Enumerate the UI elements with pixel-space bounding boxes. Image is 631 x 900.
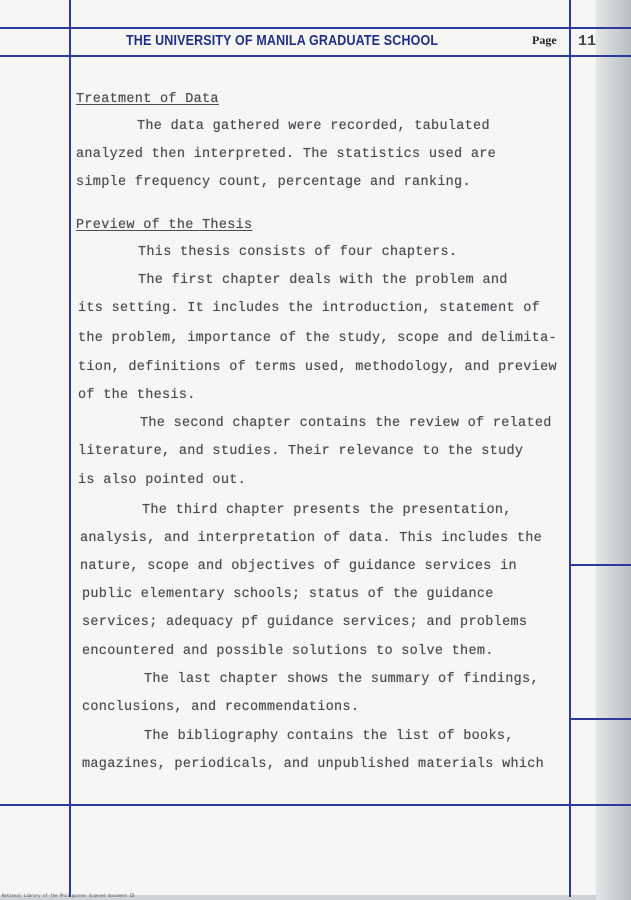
header-top-rule xyxy=(0,27,631,29)
text-line: of the thesis. xyxy=(78,388,196,403)
text-line: analysis, and interpretation of data. This includes the xyxy=(80,531,543,546)
text-line: This thesis consists of four chapters. xyxy=(138,245,458,260)
page-label: Page xyxy=(532,33,557,47)
text-line: tion, definitions of terms used, methodology, and preview xyxy=(78,360,557,375)
institution-title: THE UNIVERSITY OF MANILA GRADUATE SCHOOL xyxy=(126,33,439,49)
text-line: conclusions, and recommendations. xyxy=(82,700,360,715)
page-number: 11 xyxy=(578,33,597,50)
scan-footer-note: National Library of the Philippines Scanned document ID xyxy=(2,893,135,898)
text-line: magazines, periodicals, and unpublished materials which xyxy=(82,757,545,772)
text-line: the problem, importance of the study, scope and delimita- xyxy=(78,331,557,346)
text-line: The first chapter deals with the problem and xyxy=(138,273,508,288)
header-bottom-rule xyxy=(0,55,631,57)
margin-tick-upper xyxy=(571,564,631,566)
text-line: nature, scope and objectives of guidance services in xyxy=(80,559,517,574)
text-line: its setting. It includes the introduction, statement of xyxy=(78,301,541,316)
text-line: encountered and possible solutions to solve them. xyxy=(82,644,494,659)
margin-tick-lower xyxy=(571,718,631,720)
left-margin-rule xyxy=(69,0,71,897)
text-line: The third chapter presents the presentation, xyxy=(142,503,512,518)
page-edge-shadow xyxy=(596,0,631,900)
text-line: services; adequacy pf guidance services; and problems xyxy=(82,615,528,630)
text-line: analyzed then interpreted. The statistics used are xyxy=(76,147,497,162)
text-line: The bibliography contains the list of books, xyxy=(144,729,514,744)
right-margin-rule xyxy=(569,0,571,897)
section-heading-preview: Preview of the Thesis xyxy=(76,218,253,233)
text-line: The last chapter shows the summary of findings, xyxy=(144,672,539,687)
text-line: literature, and studies. Their relevance to the study xyxy=(78,444,524,459)
text-line: The data gathered were recorded, tabulated xyxy=(137,119,490,134)
text-line: public elementary schools; status of the guidance xyxy=(82,587,494,602)
section-heading-treatment: Treatment of Data xyxy=(76,92,219,107)
text-line: The second chapter contains the review of related xyxy=(140,416,552,431)
text-line: simple frequency count, percentage and ranking. xyxy=(76,175,471,190)
footer-rule xyxy=(0,804,631,806)
text-line: is also pointed out. xyxy=(78,473,247,488)
